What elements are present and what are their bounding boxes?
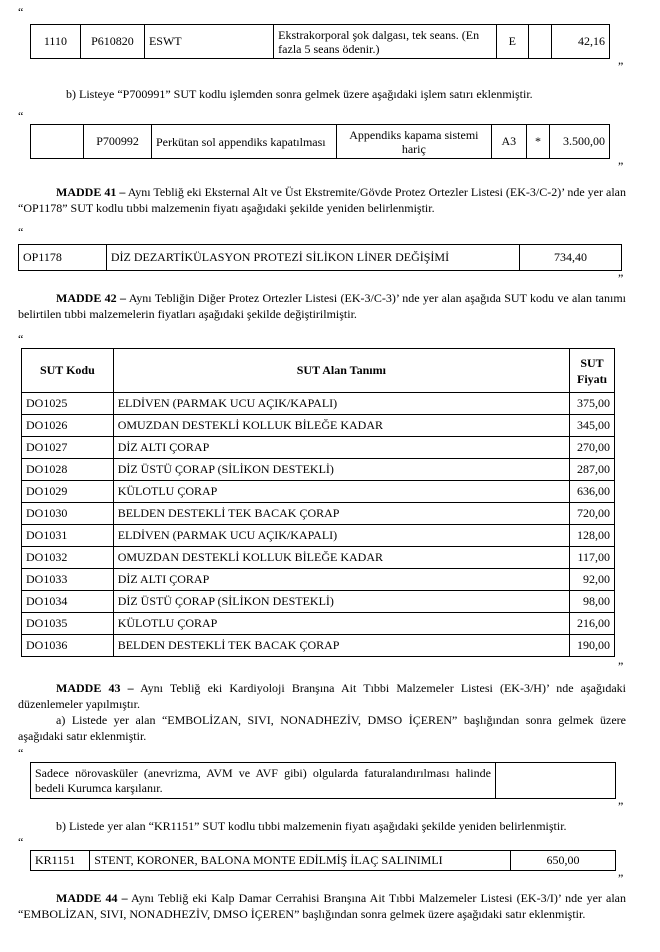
cell-sut-code: DO1028 — [22, 459, 114, 481]
table-row — [22, 481, 615, 503]
table-op1178 — [18, 244, 622, 271]
header-sut-code: SUT Kodu — [22, 349, 114, 393]
cell-sut-code: DO1033 — [22, 569, 114, 591]
cell-empty — [495, 763, 615, 799]
table-row — [22, 547, 615, 569]
cell-description: Appendiks kapama sistemi hariç — [336, 125, 491, 159]
cell-sut-price: 287,00 — [570, 459, 615, 481]
table-p700992 — [30, 124, 610, 159]
cell-sut-definition: KÜLOTLU ÇORAP — [113, 481, 569, 503]
table-kr1151 — [30, 850, 616, 871]
header-sut-price: SUT Fiyatı — [570, 349, 615, 393]
cell-sut-definition: OMUZDAN DESTEKLİ KOLLUK BİLEĞE KADAR — [113, 547, 569, 569]
madde-41 — [18, 184, 626, 216]
open-quote: “ — [18, 5, 24, 19]
cell-sut-code: DO1031 — [22, 525, 114, 547]
table-row — [22, 503, 615, 525]
header-sut-definition: SUT Alan Tanımı — [113, 349, 569, 393]
cell-sut-definition: DİZ ÜSTÜ ÇORAP (SİLİKON DESTEKLİ) — [113, 459, 569, 481]
cell-sut-definition: DİZ ALTI ÇORAP — [113, 569, 569, 591]
cell-sut-definition: ELDİVEN (PARMAK UCU AÇIK/KAPALI) — [113, 525, 569, 547]
table-row — [31, 25, 610, 59]
table-row — [31, 125, 610, 159]
cell-code: 1110 — [31, 25, 81, 59]
cell-sut-code: DO1036 — [22, 635, 114, 657]
madde-44 — [18, 890, 626, 922]
cell-sut-definition: KÜLOTLU ÇORAP — [113, 613, 569, 635]
cell-name: STENT, KORONER, BALONA MONTE EDİLMİŞ İLAÇ SALINIMLI — [90, 851, 511, 871]
open-quote: “ — [18, 332, 24, 346]
table-row — [22, 393, 615, 415]
cell-group: A3 — [492, 125, 526, 159]
cell-sut-price: 720,00 — [570, 503, 615, 525]
cell-price: 734,40 — [519, 245, 621, 271]
cell-name: Perkütan sol appendiks kapatılması — [152, 125, 337, 159]
cell-sut-price: 117,00 — [570, 547, 615, 569]
cell-sut-price: 636,00 — [570, 481, 615, 503]
cell-sut-definition: ELDİVEN (PARMAK UCU AÇIK/KAPALI) — [113, 393, 569, 415]
table-do-prices — [21, 348, 615, 657]
cell-price: 650,00 — [511, 851, 616, 871]
cell-sut-code: DO1035 — [22, 613, 114, 635]
cell-sut-price: 92,00 — [570, 569, 615, 591]
paragraph-b1: b) Listeye “P700991” SUT kodlu işlemden sonra gelmek üzere aşağıdaki işlem satırı eklenmiştir. — [66, 87, 533, 101]
cell-sut-code: OP1178 — [19, 245, 107, 271]
cell-sut-code: DO1027 — [22, 437, 114, 459]
table-row — [22, 415, 615, 437]
cell-sut-definition: OMUZDAN DESTEKLİ KOLLUK BİLEĞE KADAR — [113, 415, 569, 437]
open-quote: “ — [18, 109, 24, 123]
madde-43-b: b) Listede yer alan “KR1151” SUT kodlu tıbbi malzemenin fiyatı aşağıdaki şekilde yeniden belirlenmiştir. — [56, 819, 567, 833]
cell-mark: * — [526, 125, 550, 159]
close-quote: ” — [618, 59, 624, 73]
table-row — [22, 569, 615, 591]
open-quote: “ — [18, 835, 24, 849]
madde-title: MADDE 41 – — [56, 185, 126, 199]
cell-sut-code: P700992 — [84, 125, 152, 159]
cell-description: Ekstrakorporal şok dalgası, tek seans. (En fazla 5 seans ödenir.) — [274, 25, 497, 59]
madde-text: Aynı Tebliğ eki Eksternal Alt ve Üst Ekstremite/Gövde Protez Ortezler Listesi (EK-3/C-2)’ nde yer alan “OP1178” SUT kodlu tıbbi malzemenin fiyatı aşağıdaki şekilde yeniden belirlenmiştir. — [18, 185, 627, 215]
cell-sut-code: DO1025 — [22, 393, 114, 415]
madde-title: MADDE 43 – — [56, 681, 134, 695]
table-row — [22, 459, 615, 481]
madde-title: MADDE 42 – — [56, 291, 127, 305]
cell-sut-code: DO1030 — [22, 503, 114, 525]
open-quote: “ — [18, 225, 24, 239]
table-row — [31, 763, 616, 799]
close-quote: ” — [618, 871, 624, 885]
cell-sut-price: 216,00 — [570, 613, 615, 635]
table-row — [22, 437, 615, 459]
madde-42 — [18, 290, 626, 322]
table-row — [31, 851, 616, 871]
cell-sut-definition: DİZ ALTI ÇORAP — [113, 437, 569, 459]
cell-note: Sadece nörovasküler (anevrizma, AVM ve AVF gibi) olgularda faturalandırılması halinde bedeli Kurumca karşılanır. — [31, 763, 496, 799]
cell-sut-code: KR1151 — [31, 851, 90, 871]
madde-43-a: a) Listede yer alan “EMBOLİZAN, SIVI, NONADHEZİV, DMSO İÇEREN” başlığından sonra gelmek üzere aşağıdaki satır eklenmiştir. — [18, 713, 626, 743]
cell-sut-price: 98,00 — [570, 591, 615, 613]
madde-text: Aynı Tebliğ eki Kalp Damar Cerrahisi Branşına Ait Tıbbi Malzemeler Listesi (EK-3/I)’ nde yer alan “EMBOLİZAN, SIVI, NONADHEZİV, DMSO İÇEREN” başlığından sonra gelmek üzere aşağıdaki satır eklenmiştir. — [18, 891, 626, 921]
cell-name: ESWT — [144, 25, 273, 59]
cell-sut-definition: BELDEN DESTEKLİ TEK BACAK ÇORAP — [113, 635, 569, 657]
close-quote: ” — [618, 159, 624, 173]
cell-sut-price: 375,00 — [570, 393, 615, 415]
cell-code — [31, 125, 84, 159]
madde-text: Aynı Tebliğ eki Kardiyoloji Branşına Ait Tıbbi Malzemeler Listesi (EK-3/H)’ nde aşağıdaki düzenlemeler yapılmıştır. — [18, 681, 626, 711]
cell-sut-price: 270,00 — [570, 437, 615, 459]
table-header-row — [22, 349, 615, 393]
cell-sut-code: P610820 — [80, 25, 144, 59]
cell-sut-price: 345,00 — [570, 415, 615, 437]
cell-sut-code: DO1032 — [22, 547, 114, 569]
table-embolizan-note — [30, 762, 616, 799]
cell-sut-price: 190,00 — [570, 635, 615, 657]
madde-title: MADDE 44 – — [56, 891, 128, 905]
madde-text: Aynı Tebliğin Diğer Protez Ortezler Listesi (EK-3/C-3)’ nde yer alan aşağıda SUT kodu ve alan tanımı belirtilen tıbbi malzemelerin fiyatları aşağıdaki şekilde değiştirilmiştir. — [18, 291, 627, 321]
table-row — [19, 245, 622, 271]
open-quote: “ — [18, 746, 24, 760]
table-row — [22, 613, 615, 635]
madde-43 — [18, 680, 626, 712]
cell-sut-definition: BELDEN DESTEKLİ TEK BACAK ÇORAP — [113, 503, 569, 525]
close-quote: ” — [618, 799, 624, 813]
cell-sut-definition: DİZ ÜSTÜ ÇORAP (SİLİKON DESTEKLİ) — [113, 591, 569, 613]
cell-price: 42,16 — [551, 25, 609, 59]
cell-group: E — [497, 25, 529, 59]
table-row — [22, 635, 615, 657]
cell-mark — [528, 25, 551, 59]
cell-sut-code: DO1034 — [22, 591, 114, 613]
cell-sut-code: DO1029 — [22, 481, 114, 503]
table-row — [22, 591, 615, 613]
cell-name: DİZ DEZARTİKÜLASYON PROTEZİ SİLİKON LİNER DEĞİŞİMİ — [106, 245, 519, 271]
cell-price: 3.500,00 — [550, 125, 610, 159]
table-row — [22, 525, 615, 547]
close-quote: ” — [618, 271, 624, 285]
close-quote: ” — [618, 659, 624, 673]
cell-sut-code: DO1026 — [22, 415, 114, 437]
cell-sut-price: 128,00 — [570, 525, 615, 547]
table-p610820 — [30, 24, 610, 59]
